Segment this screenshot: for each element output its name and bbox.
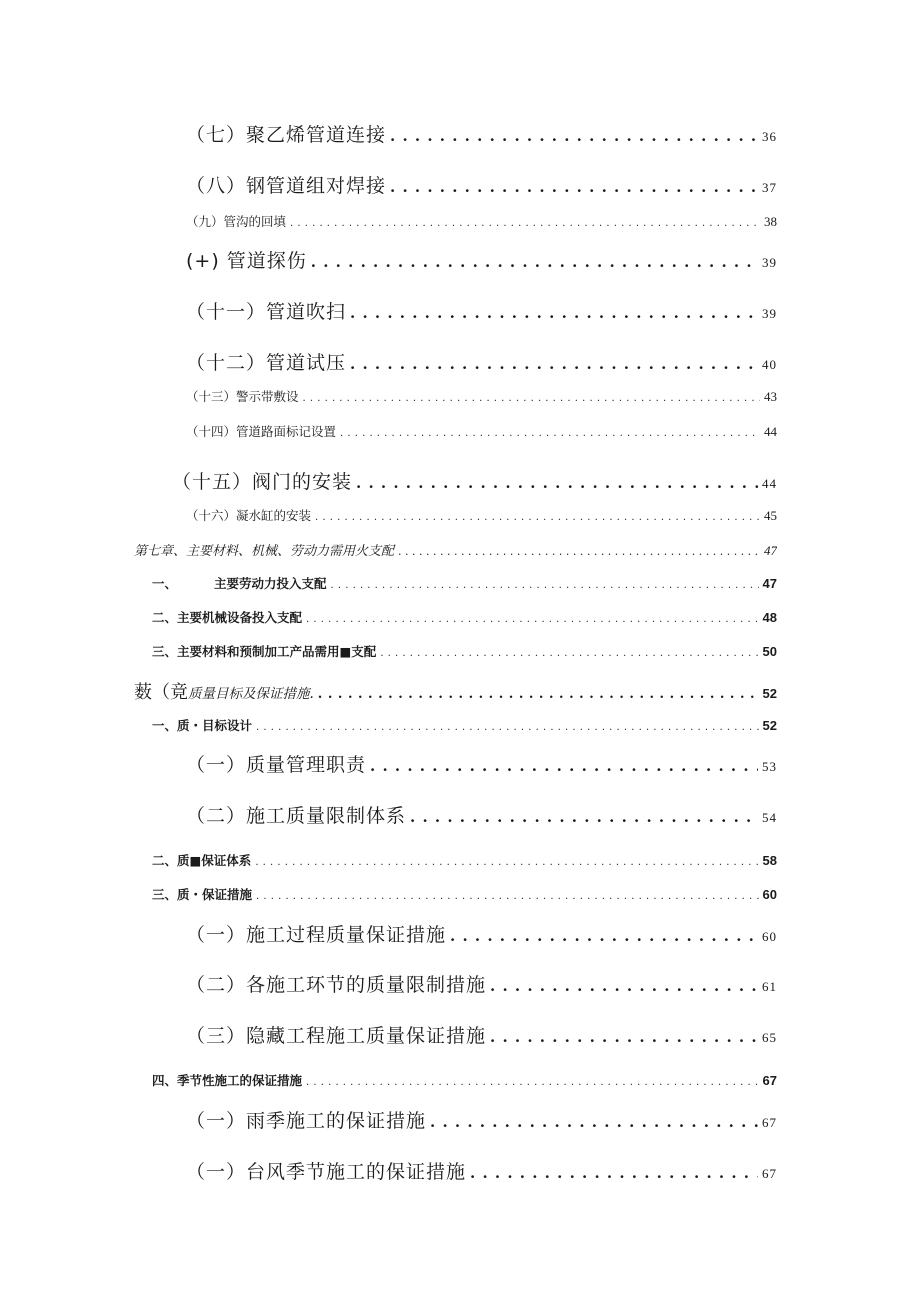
toc-section-entry[interactable] xyxy=(152,885,777,903)
toc-entry-title: 二、主要机械设备投入支配 xyxy=(152,610,303,625)
toc-entry-page: 43 xyxy=(764,389,777,404)
toc-entry-title: 三、主要材料和预制加工产品需用■支配 xyxy=(152,644,377,659)
toc-entry-page: 39 xyxy=(762,255,777,270)
toc-entry-title: （十六）凝水缸的安装 xyxy=(186,508,312,523)
toc-entry[interactable] xyxy=(186,1021,777,1048)
toc-entry[interactable] xyxy=(186,297,777,324)
toc-entry-title: （一）雨季施工的保证措施 xyxy=(186,1110,427,1132)
toc-leader-dots xyxy=(256,722,759,733)
toc-leader-dots xyxy=(410,808,758,826)
toc-entry-page: 60 xyxy=(762,887,777,902)
toc-entry-page: 67 xyxy=(762,1166,777,1181)
toc-leader-dots xyxy=(398,545,760,558)
toc-entry-title: 三、质・保证措施 xyxy=(152,887,253,902)
toc-entry-title: （二）各施工环节的质量限制措施 xyxy=(186,974,487,996)
toc-entry-title: （一）施工过程质量保证措施 xyxy=(186,924,447,946)
toc-entry-page: 40 xyxy=(762,357,777,372)
toc-leader-dots xyxy=(306,614,759,625)
toc-chapter-entry[interactable] xyxy=(134,540,777,559)
toc-entry[interactable] xyxy=(186,1106,777,1133)
toc-leader-dots xyxy=(255,857,758,868)
toc-entry-title: 一、质・目标设计 xyxy=(152,718,253,733)
toc-entry-page: 48 xyxy=(762,610,777,625)
toc-entry[interactable] xyxy=(186,120,777,147)
toc-entry-page: 50 xyxy=(762,644,777,659)
toc-entry-page: 52 xyxy=(762,686,777,701)
toc-entry-page: 47 xyxy=(762,576,777,591)
toc-entry[interactable] xyxy=(186,387,777,405)
toc-entry-title: （一）台风季节施工的保证措施 xyxy=(186,1161,467,1183)
toc-entry-title: 质量目标及保证措施. xyxy=(188,686,314,702)
toc-entry-title: （二）施工质量限制体系 xyxy=(186,805,407,827)
toc-leader-dots xyxy=(356,474,758,492)
toc-section-entry[interactable] xyxy=(152,851,777,869)
toc-entry-title: （十三）警示带敷设 xyxy=(186,389,299,404)
toc-section-entry[interactable] xyxy=(152,608,777,626)
toc-entry-page: 52 xyxy=(762,718,777,733)
toc-entry[interactable] xyxy=(186,1157,777,1184)
toc-entry-page: 37 xyxy=(762,180,777,195)
toc-entry-title: （一）质量管理职责 xyxy=(186,754,367,776)
toc-entry-title: 二、质■保证体系 xyxy=(152,853,252,868)
toc-entry-title: 主要劳动力投入支配 xyxy=(214,576,327,591)
toc-leader-dots xyxy=(430,1113,758,1131)
toc-entry[interactable] xyxy=(186,348,777,375)
toc-leader-dots xyxy=(303,393,760,404)
toc-leader-dots xyxy=(490,977,758,995)
toc-entry-title: （八）钢管道组对焊接 xyxy=(186,175,387,197)
toc-section-entry[interactable] xyxy=(152,574,777,592)
toc-entry[interactable] xyxy=(186,422,777,440)
toc-entry-number: 一、 xyxy=(152,576,178,591)
toc-entry[interactable] xyxy=(172,467,777,494)
toc-entry[interactable] xyxy=(186,246,777,273)
toc-entry[interactable] xyxy=(186,506,777,524)
toc-leader-dots xyxy=(390,127,758,145)
toc-entry[interactable] xyxy=(186,920,777,947)
toc-entry-page: 60 xyxy=(762,929,777,944)
toc-section-entry[interactable] xyxy=(152,716,777,734)
toc-entry-title: （十五）阀门的安装 xyxy=(172,471,353,493)
toc-entry-page: 53 xyxy=(762,759,777,774)
toc-leader-dots xyxy=(350,355,758,373)
toc-leader-dots xyxy=(380,648,758,659)
toc-entry-title: （七）聚乙烯管道连接 xyxy=(186,124,387,146)
toc-entry-title-prefix: 薮（竟 xyxy=(134,682,188,703)
toc-entry-page: 65 xyxy=(762,1030,777,1045)
toc-leader-dots xyxy=(318,687,759,702)
toc-entry[interactable] xyxy=(186,970,777,997)
toc-leader-dots xyxy=(331,580,759,591)
toc-entry-page: 45 xyxy=(764,508,777,523)
toc-leader-dots xyxy=(450,927,758,945)
toc-entry-page: 58 xyxy=(762,853,777,868)
toc-section-entry[interactable] xyxy=(152,642,777,660)
toc-entry[interactable] xyxy=(186,801,777,828)
toc-entry-title: 第七章、主要材料、机械、劳动力需用火支配 xyxy=(134,544,395,559)
toc-entry-title: （九）管沟的回填 xyxy=(186,214,287,229)
toc-entry-page: 44 xyxy=(762,476,777,491)
toc-entry-title: 四、季节性施工的保证措施 xyxy=(152,1073,303,1088)
toc-entry-page: 67 xyxy=(762,1115,777,1130)
toc-leader-dots xyxy=(470,1164,758,1182)
toc-entry-page: 54 xyxy=(762,810,777,825)
toc-leader-dots xyxy=(256,891,759,902)
toc-entry-page: 67 xyxy=(762,1073,777,1088)
toc-entry[interactable] xyxy=(186,212,777,230)
toc-leader-dots xyxy=(370,757,758,775)
toc-entry-title: (+) 管道探伤 xyxy=(186,250,307,272)
toc-entry-page: 61 xyxy=(762,979,777,994)
toc-leader-dots xyxy=(390,178,758,196)
toc-entry-page: 47 xyxy=(764,543,777,558)
toc-entry-title: （十一）管道吹扫 xyxy=(186,301,347,323)
toc-entry[interactable] xyxy=(186,750,777,777)
toc-entry-title: （三）隐藏工程施工质量保证措施 xyxy=(186,1025,487,1047)
toc-leader-dots xyxy=(340,428,760,439)
toc-leader-dots xyxy=(490,1028,758,1046)
toc-leader-dots xyxy=(350,304,758,322)
toc-entry-title: （十四）管道路面标记设置 xyxy=(186,424,337,439)
toc-leader-dots xyxy=(306,1077,759,1088)
toc-entry-page: 44 xyxy=(764,424,777,439)
toc-chapter-entry[interactable] xyxy=(134,678,777,704)
toc-entry-page: 39 xyxy=(762,306,777,321)
toc-section-entry[interactable] xyxy=(152,1071,777,1089)
toc-leader-dots xyxy=(290,218,760,229)
toc-entry[interactable] xyxy=(186,171,777,198)
toc-entry-title: （十二）管道试压 xyxy=(186,352,347,374)
toc-entry-page: 36 xyxy=(762,129,777,144)
toc-entry-page: 38 xyxy=(764,214,777,229)
toc-leader-dots xyxy=(315,512,760,523)
toc-leader-dots xyxy=(311,253,758,271)
